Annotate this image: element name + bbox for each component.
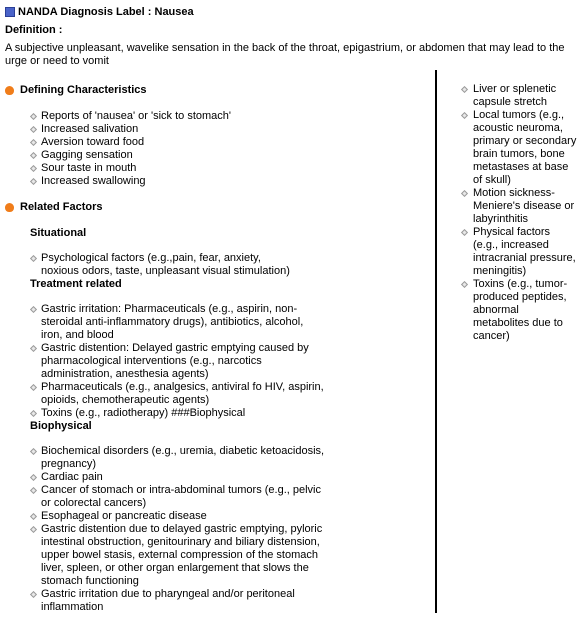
- list-item: Biochemical disorders (e.g., uremia, diabetic ketoacidosis, pregnancy): [5, 445, 330, 471]
- list-item: Physical factors (e.g., increased intracranial pressure, meningitis): [460, 226, 578, 278]
- definition-label: Definition :: [5, 24, 63, 36]
- list-item: Increased swallowing: [5, 175, 430, 188]
- list-item: Cancer of stomach or intra-abdominal tumors (e.g., pelvic or colorectal cancers): [5, 484, 330, 510]
- list-item: Increased salivation: [5, 123, 430, 136]
- defining-characteristics-heading: [5, 83, 430, 97]
- list-item: Gastric distention due to delayed gastric emptying, pyloric intestinal obstruction, genitourinary and biliary distension, upper bowel stasis, external compression of the stomach liver, spleen, or other organ enlargement that slows the stomach functioning: [5, 523, 330, 588]
- list-item: Liver or splenetic capsule stretch: [460, 83, 578, 109]
- list-item: Sour taste in mouth: [5, 162, 430, 175]
- list-item: Gagging sensation: [5, 149, 430, 162]
- definition-text: A subjective unpleasant, wavelike sensation in the back of the throat, epigastrium, or abdomen that may lead to the urge or need to vomit: [5, 42, 565, 67]
- list-item: Gastric irritation due to pharyngeal and/or peritoneal inflammation: [5, 588, 330, 614]
- list-item: Pharmaceuticals (e.g., analgesics, antiviral fo HIV, aspirin, opioids, chemotherapeutic agents): [5, 381, 325, 407]
- section-bullet-icon: [5, 86, 14, 95]
- title-text: NANDA Diagnosis Label : Nausea: [18, 6, 194, 18]
- section-bullet-icon: [5, 203, 14, 212]
- situational-heading: Situational: [30, 227, 87, 239]
- defining-characteristics-list: [5, 110, 430, 188]
- right-column: [460, 83, 578, 343]
- list-item: Local tumors (e.g., acoustic neuroma, primary or secondary brain tumors, bone metastases at base of skull): [460, 109, 578, 187]
- list-item: Gastric irritation: Pharmaceuticals (e.g., aspirin, non-steroidal anti-inflammatory drugs), antibiotics, alcohol, iron, and blood: [5, 303, 325, 342]
- list-item: Gastric distention: Delayed gastric emptying caused by pharmacological interventions (e.g., narcotics administration, anesthesia agents): [5, 342, 325, 381]
- biophysical-list: [5, 445, 330, 614]
- list-item: Psychological factors (e.g.,pain, fear, anxiety, noxious odors, taste, unpleasant visual stimulation): [5, 252, 295, 278]
- left-column: [5, 83, 430, 614]
- defining-characteristics-label: Defining Characteristics: [20, 84, 147, 96]
- continued-list: [460, 83, 578, 343]
- list-item: Esophageal or pancreatic disease: [5, 510, 330, 523]
- list-item: Toxins (e.g., radiotherapy) ###Biophysical: [5, 407, 325, 420]
- document-icon: [5, 7, 15, 17]
- column-divider: [435, 70, 437, 613]
- list-item: Aversion toward food: [5, 136, 430, 149]
- list-item: Toxins (e.g., tumor-produced peptides, abnormal metabolites due to cancer): [460, 278, 578, 343]
- list-item: Reports of 'nausea' or 'sick to stomach': [5, 110, 430, 123]
- related-factors-heading: [5, 200, 430, 214]
- biophysical-heading: Biophysical: [30, 420, 92, 432]
- situational-list: [5, 252, 295, 278]
- page-title: [5, 6, 194, 18]
- related-factors-label: Related Factors: [20, 201, 103, 213]
- list-item: Cardiac pain: [5, 471, 330, 484]
- treatment-related-list: [5, 303, 325, 420]
- treatment-related-heading: Treatment related: [30, 278, 122, 290]
- list-item: Motion sickness-Meniere's disease or labyrinthitis: [460, 187, 578, 226]
